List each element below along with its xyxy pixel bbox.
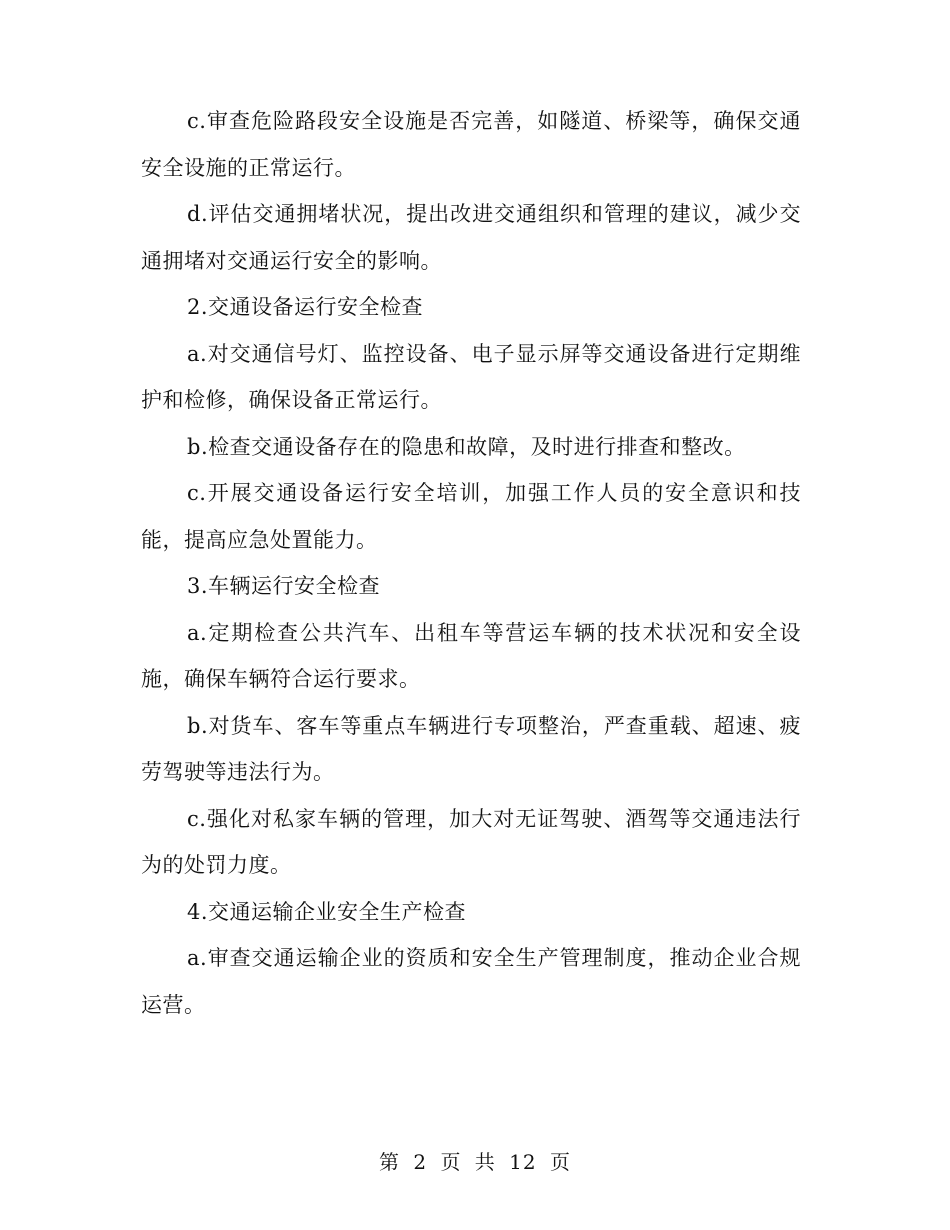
section-heading: 4.交通运输企业安全生产检查 — [187, 899, 467, 924]
paragraph: c.开展交通设备运行安全培训，加强工作人员的安全意识和技能，提高应急处置能力。 — [141, 481, 801, 552]
paragraph: a.对交通信号灯、监控设备、电子显示屏等交通设备进行定期维护和检修，确保设备正常运行。 — [141, 341, 801, 412]
paragraph: c.强化对私家车辆的管理，加大对无证驾驶、酒驾等交通违法行为的处罚力度。 — [141, 806, 801, 877]
paragraph: b.检查交通设备存在的隐患和故障，及时进行排查和整改。 — [187, 434, 746, 459]
section-heading: 2.交通设备运行安全检查 — [187, 295, 424, 319]
paragraph: a.审查交通运输企业的资质和安全生产管理制度，推动企业合规运营。 — [141, 946, 801, 1017]
paragraph: a.定期检查公共汽车、出租车等营运车辆的技术状况和安全设施，确保车辆符合运行要求。 — [141, 620, 801, 691]
paragraph: c.审查危险路段安全设施是否完善，如隧道、桥梁等，确保交通安全设施的正常运行。 — [141, 109, 801, 180]
page-number-footer: 第 2 页 共 12 页 — [379, 1150, 571, 1174]
document-body — [141, 98, 801, 1028]
paragraph: b.对货车、客车等重点车辆进行专项整治，严查重载、超速、疲劳驾驶等违法行为。 — [141, 713, 801, 784]
paragraph: d.评估交通拥堵状况，提出改进交通组织和管理的建议，减少交通拥堵对交通运行安全的影响。 — [141, 202, 801, 273]
section-heading: 3.车辆运行安全检查 — [187, 574, 381, 598]
